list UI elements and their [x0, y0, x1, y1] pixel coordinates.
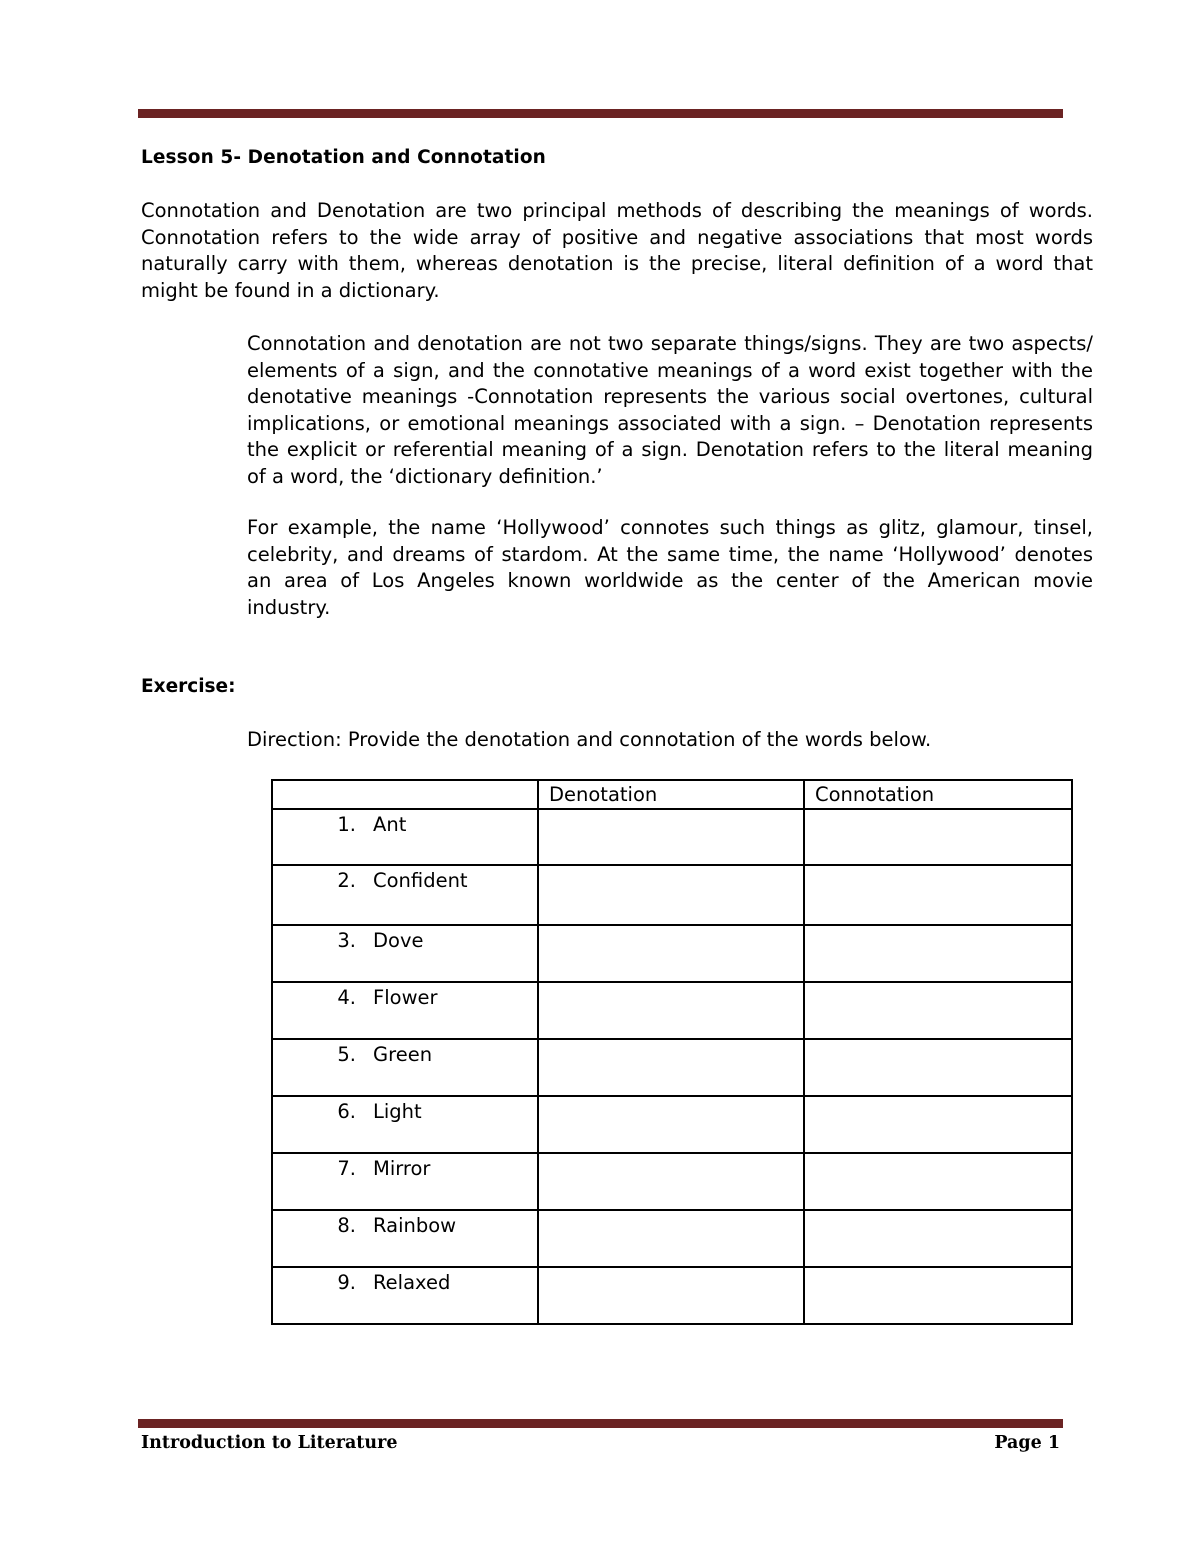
connotation-denotation-paragraph: Connotation and denotation are not two separate things/signs. They are two aspects/ elements of a sign, and the connotative meanings of a word exist together with the denotative meanings -Connotation represents the various social overtones, cultural implications, or emotional meanings associated with a sign. – Denotation represents the explicit or referential meaning of a sign. Denotation refers to the literal meaning of a word, the ‘dictionary definition.’: [247, 332, 1093, 488]
denotation-answer-cell[interactable]: [538, 1210, 804, 1267]
connotation-answer-cell[interactable]: [804, 1096, 1072, 1153]
item-word: Ant: [373, 813, 407, 836]
item-number: 2.: [337, 869, 356, 892]
item-word: Light: [373, 1100, 422, 1123]
item-word: Rainbow: [373, 1214, 457, 1237]
item-word: Dove: [373, 929, 424, 952]
table-row: [272, 1210, 1072, 1267]
item-word: Relaxed: [373, 1271, 451, 1294]
connotation-answer-cell[interactable]: [804, 865, 1072, 925]
table-header-row: [272, 780, 1072, 809]
exercise-heading: Exercise:: [141, 676, 236, 697]
denotation-answer-cell[interactable]: [538, 925, 804, 982]
connotation-answer-cell[interactable]: [804, 982, 1072, 1039]
table-row: [272, 1153, 1072, 1210]
table-row: [272, 1039, 1072, 1096]
word-cell: [272, 1153, 538, 1210]
table-row: [272, 982, 1072, 1039]
item-number: 1.: [337, 813, 356, 836]
item-word: Flower: [373, 986, 438, 1009]
header-rule: [138, 109, 1063, 118]
table-row: [272, 865, 1072, 925]
footer-rule: [138, 1419, 1063, 1428]
connotation-answer-cell[interactable]: [804, 925, 1072, 982]
word-cell: [272, 1210, 538, 1267]
example-paragraph: For example, the name ‘Hollywood’ connotes such things as glitz, glamour, tinsel, celebrity, and dreams of stardom. At the same time, the name ‘Hollywood’ denotes an area of Los Angeles known worldwide as the center of the American movie industry.: [247, 516, 1093, 619]
denotation-answer-cell[interactable]: [538, 865, 804, 925]
denotation-answer-cell[interactable]: [538, 809, 804, 865]
word-cell: [272, 865, 538, 925]
table-row: [272, 809, 1072, 865]
word-cell: [272, 1039, 538, 1096]
item-number: 7.: [337, 1157, 356, 1180]
word-cell: [272, 1096, 538, 1153]
connotation-answer-cell[interactable]: [804, 1210, 1072, 1267]
item-number: 4.: [337, 986, 356, 1009]
connotation-answer-cell[interactable]: [804, 1153, 1072, 1210]
exercise-table: [271, 779, 1073, 1325]
header-cell-word: [272, 780, 538, 809]
item-number: 8.: [337, 1214, 356, 1237]
denotation-answer-cell[interactable]: [538, 1153, 804, 1210]
word-cell: [272, 809, 538, 865]
word-cell: [272, 1267, 538, 1324]
word-cell: [272, 982, 538, 1039]
denotation-answer-cell[interactable]: [538, 982, 804, 1039]
connotation-answer-cell[interactable]: [804, 1039, 1072, 1096]
denotation-answer-cell[interactable]: [538, 1039, 804, 1096]
item-word: Confident: [373, 869, 468, 892]
table-row: [272, 925, 1072, 982]
item-word: Mirror: [373, 1157, 431, 1180]
table-row: [272, 1096, 1072, 1153]
item-number: 5.: [337, 1043, 356, 1066]
footer-course-title: Introduction to Literature: [141, 1433, 398, 1453]
item-number: 6.: [337, 1100, 356, 1123]
header-cell-connotation: Connotation: [804, 780, 1072, 809]
word-cell: [272, 925, 538, 982]
connotation-answer-cell[interactable]: [804, 809, 1072, 865]
item-word: Green: [373, 1043, 433, 1066]
footer-page-number: Page 1: [994, 1433, 1060, 1453]
denotation-answer-cell[interactable]: [538, 1267, 804, 1324]
table-row: [272, 1267, 1072, 1324]
item-number: 3.: [337, 929, 356, 952]
lesson-title: Lesson 5- Denotation and Connotation: [141, 147, 546, 168]
header-cell-denotation: Denotation: [538, 780, 804, 809]
connotation-answer-cell[interactable]: [804, 1267, 1072, 1324]
denotation-answer-cell[interactable]: [538, 1096, 804, 1153]
exercise-direction: Direction: Provide the denotation and connotation of the words below.: [247, 728, 932, 751]
intro-paragraph: Connotation and Denotation are two principal methods of describing the meanings of words. Connotation refers to the wide array of positive and negative associations that most words naturally carry with them, whereas denotation is the precise, literal definition of a word that might be found in a dictionary.: [141, 199, 1093, 302]
item-number: 9.: [337, 1271, 356, 1294]
